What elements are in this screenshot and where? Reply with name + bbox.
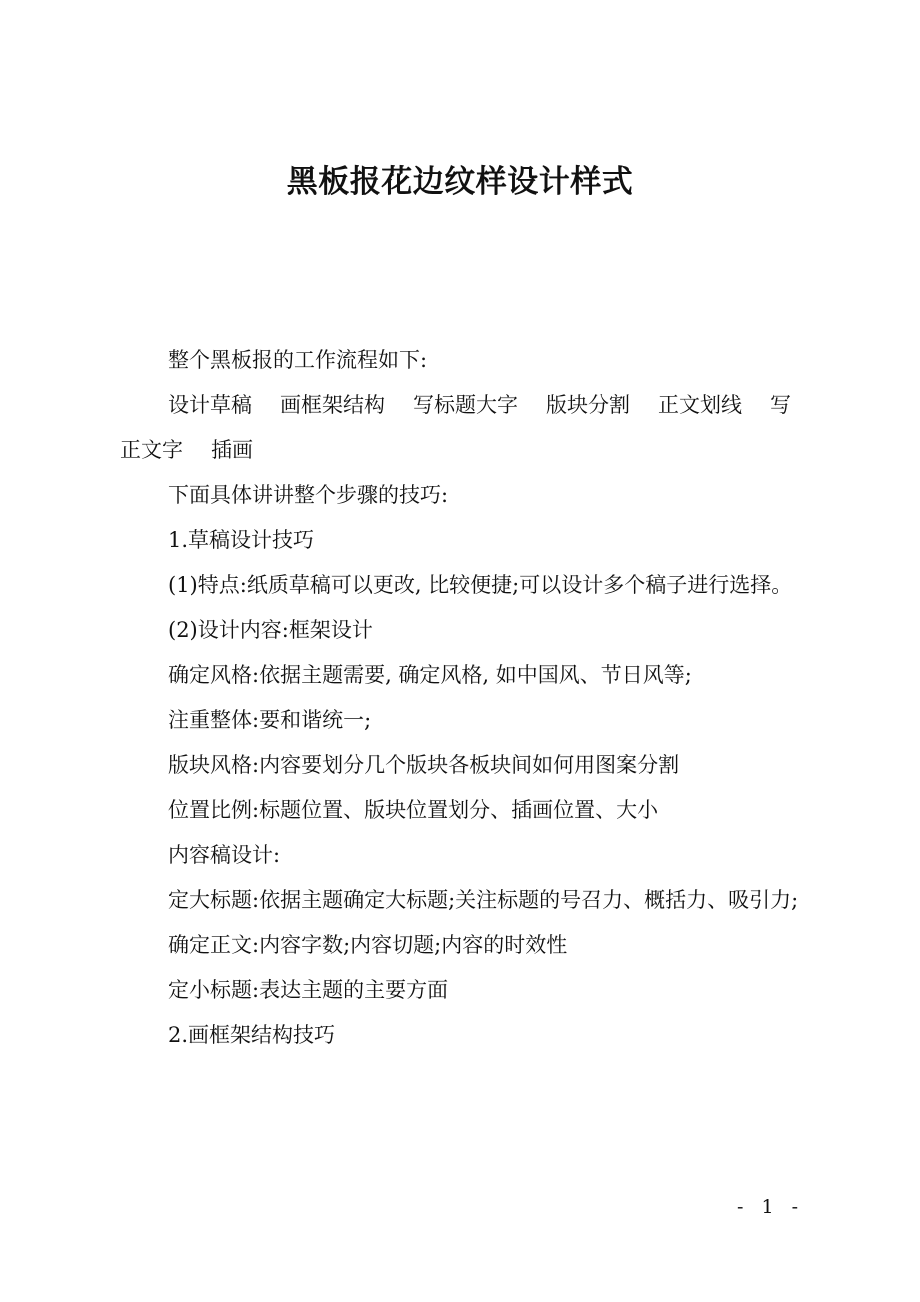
section-heading: 1.草稿设计技巧 (168, 528, 315, 552)
workflow-steps (120, 383, 810, 473)
main-text-line: 确定正文:内容字数;内容切题;内容的时效性 (168, 933, 568, 957)
big-title-line: 定大标题:依据主题确定大标题;关注标题的号召力、概括力、吸引力; (168, 888, 799, 912)
small-title-line: 定小标题:表达主题的主要方面 (168, 978, 449, 1002)
position-line: 位置比例:标题位置、版块位置划分、插画位置、大小 (168, 798, 659, 822)
document-body (120, 338, 810, 1058)
workflow-step: 写标题大字 (413, 393, 518, 417)
point-design-content: (2)设计内容:框架设计 (168, 618, 373, 642)
transition-paragraph: 下面具体讲讲整个步骤的技巧: (168, 483, 449, 507)
block-style-line: 版块风格:内容要划分几个版块各板块间如何用图案分割 (168, 753, 680, 777)
workflow-step: 写正文字 (120, 393, 791, 462)
whole-line: 注重整体:要和谐统一; (168, 708, 372, 732)
document-title: 黑板报花边纹样设计样式 (286, 164, 634, 200)
page-number: - 1 - (736, 1196, 804, 1218)
workflow-step: 版块分割 (546, 393, 630, 417)
section-heading: 2.画框架结构技巧 (168, 1023, 336, 1047)
workflow-step: 正文划线 (658, 393, 742, 417)
workflow-step: 设计草稿 (168, 393, 252, 417)
point-features: (1)特点:纸质草稿可以更改, 比较便捷;可以设计多个稿子进行选择。 (168, 573, 793, 597)
workflow-step: 画框架结构 (280, 393, 385, 417)
style-line: 确定风格:依据主题需要, 确定风格, 如中国风、节日风等; (168, 663, 692, 687)
workflow-step: 插画 (211, 438, 253, 462)
intro-paragraph: 整个黑板报的工作流程如下: (168, 348, 428, 372)
content-heading: 内容稿设计: (168, 843, 281, 867)
